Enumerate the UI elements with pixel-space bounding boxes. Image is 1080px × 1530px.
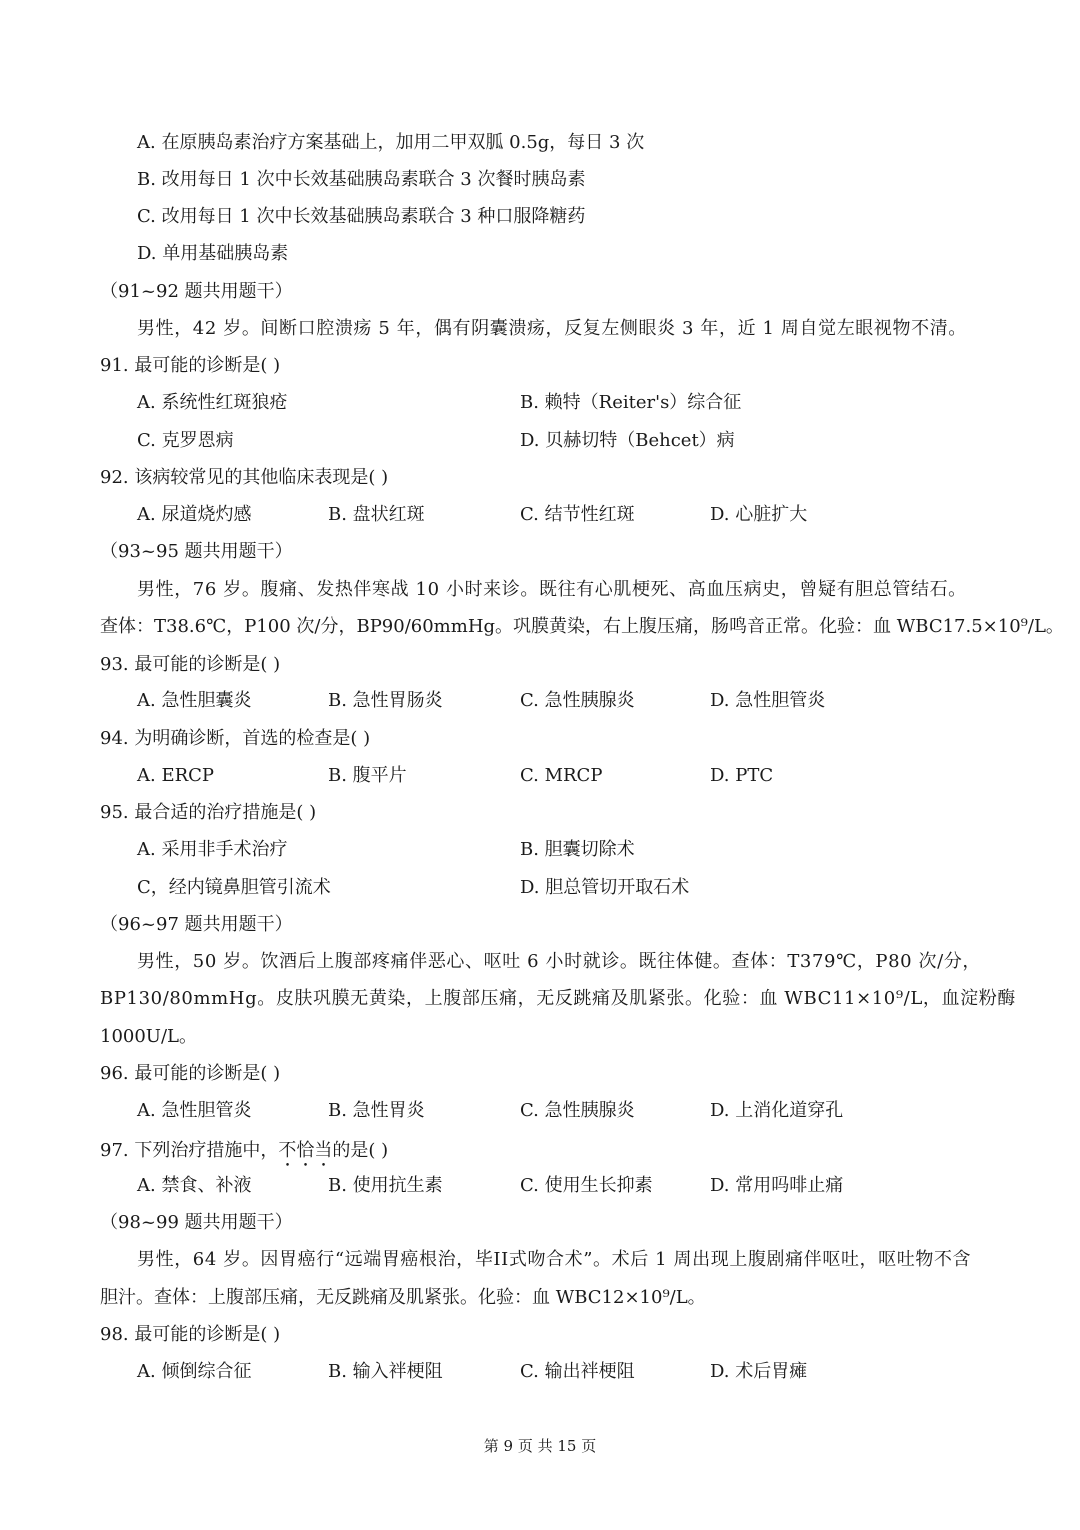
- case-stem-93-95-line2: 查体：T38.6℃，P100 次/分，BP90/60mmHg。巩膜黄染，右上腹压痛，肠鸣音正常。化验：血 WBC17.5×10⁹/L。: [100, 616, 1064, 637]
- question-97-prefix: 97. 下列治疗措施中，: [100, 1140, 279, 1161]
- q92-option-c: C. 结节性红斑: [520, 504, 635, 525]
- q97-option-a: A. 禁食、补液: [137, 1175, 252, 1196]
- q90-option-b: B. 改用每日 1 次中长效基础胰岛素联合 3 次餐时胰岛素: [137, 169, 586, 190]
- case-stem-98-99-line2: 胆汁。查体：上腹部压痛，无反跳痛及肌紧张。化验：血 WBC12×10⁹/L。: [100, 1287, 706, 1308]
- q96-option-a: A. 急性胆管炎: [137, 1100, 252, 1121]
- q90-option-a: A. 在原胰岛素治疗方案基础上，加用二甲双胍 0.5g，每日 3 次: [137, 132, 645, 153]
- q98-option-b: B. 输入袢梗阻: [328, 1361, 443, 1382]
- group-header-96-97: （96~97 题共用题干）: [100, 914, 293, 935]
- q93-option-d: D. 急性胆管炎: [710, 690, 826, 711]
- question-93: 93. 最可能的诊断是( ): [100, 654, 281, 675]
- case-stem-96-97-line2: BP130/80mmHg。皮肤巩膜无黄染，上腹部压痛，无反跳痛及肌紧张。化验：血 WBC11×10⁹/L，血淀粉酶: [100, 988, 1016, 1009]
- group-header-98-99: （98~99 题共用题干）: [100, 1212, 293, 1233]
- question-92: 92. 该病较常见的其他临床表现是( ): [100, 467, 389, 488]
- q95-option-d: D. 胆总管切开取石术: [520, 877, 690, 898]
- group-header-91-92: （91~92 题共用题干）: [100, 281, 293, 302]
- q94-option-d: D. PTC: [710, 765, 774, 786]
- case-stem-93-95-line1: 男性，76 岁。腹痛、发热伴寒战 10 小时来诊。既往有心肌梗死、高血压病史，曾疑有胆总管结石。: [137, 579, 967, 600]
- page-footer: 第 9 页 共 15 页: [483, 1437, 597, 1455]
- q93-option-a: A. 急性胆囊炎: [137, 690, 252, 711]
- question-97-suffix: 的是( ): [332, 1140, 389, 1161]
- question-91: 91. 最可能的诊断是( ): [100, 355, 281, 376]
- q95-option-a: A. 采用非手术治疗: [137, 839, 288, 860]
- q91-option-d: D. 贝赫切特（Behcet）病: [520, 430, 735, 451]
- q96-option-d: D. 上消化道穿孔: [710, 1100, 844, 1121]
- q92-option-a: A. 尿道烧灼感: [137, 504, 252, 525]
- case-stem-96-97-line1: 男性，50 岁。饮酒后上腹部疼痛伴恶心、呕吐 6 小时就诊。既往体健。查体：T379℃，P80 次/分，: [137, 951, 982, 972]
- q94-option-c: C. MRCP: [520, 765, 603, 786]
- q97-option-d: D. 常用吗啡止痛: [710, 1175, 844, 1196]
- q98-option-d: D. 术后胃瘫: [710, 1361, 808, 1382]
- q90-option-d: D. 单用基础胰岛素: [137, 243, 289, 264]
- case-stem-96-97-line3: 1000U/L。: [100, 1026, 197, 1047]
- question-94: 94. 为明确诊断，首选的检查是( ): [100, 728, 371, 749]
- q97-option-b: B. 使用抗生素: [328, 1175, 443, 1196]
- q91-option-c: C. 克罗恩病: [137, 430, 234, 451]
- q96-option-c: C. 急性胰腺炎: [520, 1100, 635, 1121]
- question-98: 98. 最可能的诊断是( ): [100, 1324, 281, 1345]
- q91-option-b: B. 赖特（Reiter's）综合征: [520, 392, 742, 413]
- q96-option-b: B. 急性胃炎: [328, 1100, 425, 1121]
- question-95: 95. 最合适的治疗措施是( ): [100, 802, 317, 823]
- q94-option-a: A. ERCP: [137, 765, 215, 786]
- q91-option-a: A. 系统性红斑狼疮: [137, 392, 288, 413]
- question-97: [100, 1140, 388, 1171]
- q90-option-c: C. 改用每日 1 次中长效基础胰岛素联合 3 种口服降糖药: [137, 206, 586, 227]
- q97-option-c: C. 使用生长抑素: [520, 1175, 653, 1196]
- group-header-93-95: （93~95 题共用题干）: [100, 541, 293, 562]
- question-96: 96. 最可能的诊断是( ): [100, 1063, 281, 1084]
- q98-option-c: C. 输出袢梗阻: [520, 1361, 635, 1382]
- q93-option-b: B. 急性胃肠炎: [328, 690, 443, 711]
- q93-option-c: C. 急性胰腺炎: [520, 690, 635, 711]
- q98-option-a: A. 倾倒综合征: [137, 1361, 252, 1382]
- case-stem-91-92: 男性，42 岁。间断口腔溃疡 5 年，偶有阴囊溃疡，反复左侧眼炎 3 年，近 1 周自觉左眼视物不清。: [137, 318, 967, 339]
- q92-option-b: B. 盘状红斑: [328, 504, 425, 525]
- q95-option-b: B. 胆囊切除术: [520, 839, 635, 860]
- q94-option-b: B. 腹平片: [328, 765, 407, 786]
- case-stem-98-99-line1: 男性，64 岁。因胃癌行“远端胃癌根治，毕II式吻合术”。术后 1 周出现上腹剧痛伴呕吐，呕吐物不含: [137, 1249, 972, 1270]
- q92-option-d: D. 心脏扩大: [710, 504, 808, 525]
- q95-option-c: C，经内镜鼻胆管引流术: [137, 877, 331, 898]
- question-97-emphasis: 不恰当: [278, 1140, 333, 1161]
